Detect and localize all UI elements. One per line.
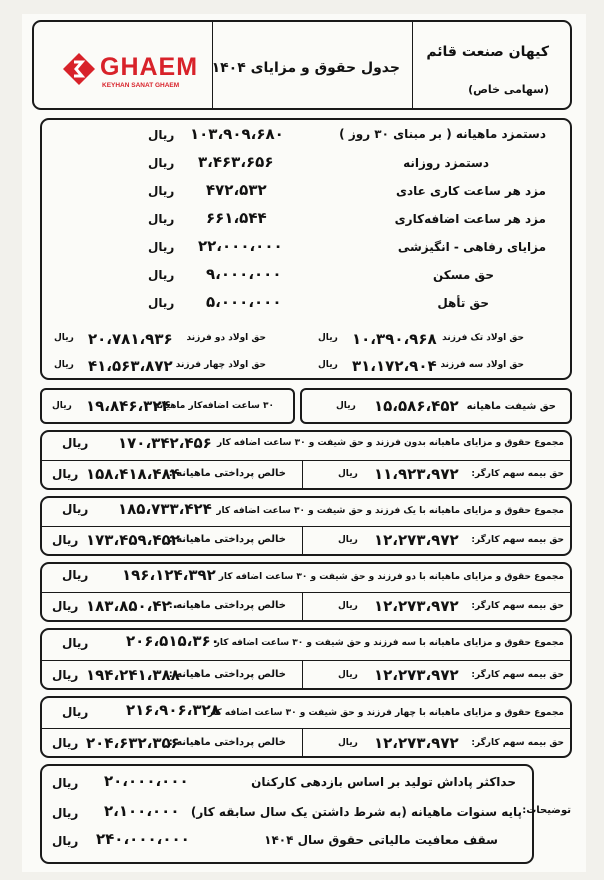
- child-allowance-label: حق اولاد تک فرزند: [442, 333, 524, 343]
- net-pay-value: ۲۰۴،۶۳۲،۳۵۶: [86, 734, 180, 752]
- currency-label: ریال: [148, 156, 175, 170]
- scenario-total: ۱۸۵،۷۳۳،۴۲۴: [118, 500, 212, 518]
- net-pay-value: ۱۵۸،۴۱۸،۴۸۴: [86, 465, 180, 483]
- shift-label: حق شیفت ماهیانه: [466, 401, 556, 412]
- scenario-title: مجموع حقوق و مزایای ماهیانه بدون فرزند و حق شیفت و ۳۰ ساعت اضافه کار: [217, 438, 564, 448]
- currency-label: ریال: [52, 776, 79, 790]
- child-allowance-value: ۱۰،۳۹۰،۹۶۸: [352, 330, 437, 348]
- child-allowance-value: ۴۱،۵۶۳،۸۷۲: [88, 357, 173, 375]
- child-allowance-label: حق اولاد چهار فرزند: [175, 360, 266, 370]
- currency-label: ریال: [148, 212, 175, 226]
- company-name: کیهان صنعت قائم: [426, 44, 549, 60]
- note-label: حداکثر پاداش تولید بر اساس بازدهی کارکنان: [251, 775, 516, 789]
- note-value: ۲۴۰،۰۰۰،۰۰۰: [96, 830, 190, 848]
- salary-item-value: ۵،۰۰۰،۰۰۰: [206, 293, 282, 311]
- salary-item-value: ۹،۰۰۰،۰۰۰: [206, 265, 282, 283]
- insurance-value: ۱۲،۲۷۳،۹۷۲: [374, 666, 459, 684]
- scenario-title: مجموع حقوق و مزایای ماهیانه با چهار فرزند و حق شیفت و ۳۰ ساعت اضافه کار: [207, 708, 564, 718]
- net-pay-label: خالص پرداختی ماهیانه :: [168, 468, 286, 479]
- child-allowance-label: حق اولاد دو فرزند: [186, 333, 266, 343]
- insurance-label: حق بیمه سهم کارگر:: [471, 738, 564, 748]
- currency-label: ریال: [52, 467, 79, 481]
- currency-label: ریال: [62, 705, 89, 719]
- insurance-label: حق بیمه سهم کارگر:: [471, 601, 564, 611]
- currency-label: ریال: [148, 184, 175, 198]
- currency-label: ریال: [52, 668, 79, 682]
- currency-label: ریال: [62, 502, 89, 516]
- note-value: ۲،۱۰۰،۰۰۰: [104, 802, 180, 820]
- currency-label: ریال: [338, 469, 358, 479]
- net-pay-label: خالص پرداختی ماهیانه :: [168, 534, 286, 545]
- net-pay-label: خالص پرداختی ماهیانه :: [168, 737, 286, 748]
- insurance-value: ۱۲،۲۷۳،۹۷۲: [374, 597, 459, 615]
- salary-item-label: مزایای رفاهی - انگیزشی: [397, 240, 546, 254]
- note-value: ۲۰،۰۰۰،۰۰۰: [104, 772, 189, 790]
- currency-label: ریال: [52, 401, 72, 411]
- salary-item-value: ۴۷۲،۵۳۲: [206, 181, 267, 199]
- salary-item-value: ۶۶۱،۵۴۴: [206, 209, 267, 227]
- logo-icon: [62, 52, 96, 86]
- currency-label: ریال: [62, 436, 89, 450]
- scenario-title: مجموع حقوق و مزایای ماهیانه با دو فرزند و حق شیفت و ۳۰ ساعت اضافه کار: [218, 572, 564, 582]
- currency-label: ریال: [338, 601, 358, 611]
- note-label: سقف معافیت مالیاتی حقوق سال ۱۴۰۴: [264, 833, 498, 847]
- document-title: جدول حقوق و مزایای ۱۴۰۴: [211, 60, 400, 76]
- salary-item-label: حق تأهل: [437, 296, 489, 310]
- insurance-value: ۱۱،۹۲۳،۹۷۲: [374, 465, 459, 483]
- currency-label: ریال: [54, 360, 74, 370]
- salary-item-label: مزد هر ساعت کاری عادی: [395, 184, 546, 198]
- currency-label: ریال: [52, 599, 79, 613]
- notes-heading: توضیحات:: [522, 805, 571, 816]
- currency-label: ریال: [148, 240, 175, 254]
- overtime-value: ۱۹،۸۴۶،۳۲۴: [86, 397, 171, 415]
- note-label: پایه سنوات ماهیانه (به شرط داشتن یک سال سابقه کار): [190, 805, 522, 819]
- insurance-value: ۱۲،۲۷۳،۹۷۲: [374, 531, 459, 549]
- scenario-total: ۲۱۶،۹۰۶،۳۲۸: [126, 701, 220, 719]
- salary-item-label: حق مسکن: [432, 268, 494, 282]
- net-pay-label: خالص پرداختی ماهیانه :: [168, 669, 286, 680]
- child-allowance-label: حق اولاد سه فرزند: [440, 360, 524, 370]
- insurance-label: حق بیمه سهم کارگر:: [471, 535, 564, 545]
- net-pay-value: ۱۹۴،۲۴۱،۳۸۸: [86, 666, 180, 684]
- salary-item-label: دستمزد روزانه: [403, 156, 489, 170]
- currency-label: ریال: [52, 834, 79, 848]
- currency-label: ریال: [318, 333, 338, 343]
- net-pay-value: ۱۸۳،۸۵۰،۴۲۰: [86, 597, 180, 615]
- currency-label: ریال: [318, 360, 338, 370]
- currency-label: ریال: [52, 806, 79, 820]
- shift-value: ۱۵،۵۸۶،۴۵۲: [374, 397, 459, 415]
- salary-item-value: ۱۰۳،۹۰۹،۶۸۰: [190, 125, 284, 143]
- currency-label: ریال: [62, 568, 89, 582]
- child-allowance-value: ۳۱،۱۷۲،۹۰۴: [352, 357, 437, 375]
- currency-label: ریال: [338, 535, 358, 545]
- net-pay-value: ۱۷۳،۴۵۹،۴۵۲: [86, 531, 180, 549]
- currency-label: ریال: [52, 533, 79, 547]
- salary-item-label: دستمزد ماهیانه ( بر مبنای ۳۰ روز ): [339, 127, 546, 141]
- currency-label: ریال: [148, 268, 175, 282]
- salary-item-value: ۲۲،۰۰۰،۰۰۰: [198, 237, 283, 255]
- currency-label: ریال: [148, 128, 175, 142]
- logo-subtitle: KEYHAN SANAT GHAEM: [102, 82, 180, 89]
- currency-label: ریال: [62, 636, 89, 650]
- scenario-title: مجموع حقوق و مزایای ماهیانه با یک فرزند و حق شیفت و ۳۰ ساعت اضافه کار: [216, 506, 564, 516]
- scenario-title: مجموع حقوق و مزایای ماهیانه با سه فرزند و حق شیفت و ۳۰ ساعت اضافه کار: [214, 638, 564, 648]
- scenario-total: ۱۷۰،۳۴۲،۴۵۶: [118, 434, 212, 452]
- currency-label: ریال: [52, 736, 79, 750]
- insurance-value: ۱۲،۲۷۳،۹۷۲: [374, 734, 459, 752]
- currency-label: ریال: [148, 296, 175, 310]
- salary-item-label: مزد هر ساعت اضافه‌کاری: [394, 212, 546, 226]
- net-pay-label: خالص پرداختی ماهیانه :: [168, 600, 286, 611]
- company-type: (سهامی خاص): [468, 83, 549, 96]
- child-allowance-value: ۲۰،۷۸۱،۹۳۶: [88, 330, 173, 348]
- currency-label: ریال: [338, 738, 358, 748]
- overtime-label: ۳۰ ساعت اضافه‌کار ماهیانه: [154, 401, 274, 411]
- insurance-label: حق بیمه سهم کارگر:: [471, 469, 564, 479]
- scenario-total: ۲۰۶،۵۱۵،۳۶۰: [126, 632, 220, 650]
- logo-wordmark: GHAEM: [100, 53, 199, 81]
- currency-label: ریال: [336, 401, 356, 411]
- scenario-total: ۱۹۶،۱۲۴،۳۹۲: [122, 566, 216, 584]
- currency-label: ریال: [338, 670, 358, 680]
- company-logo: [62, 52, 212, 92]
- currency-label: ریال: [54, 333, 74, 343]
- salary-item-value: ۳،۴۶۳،۶۵۶: [198, 153, 274, 171]
- insurance-label: حق بیمه سهم کارگر:: [471, 670, 564, 680]
